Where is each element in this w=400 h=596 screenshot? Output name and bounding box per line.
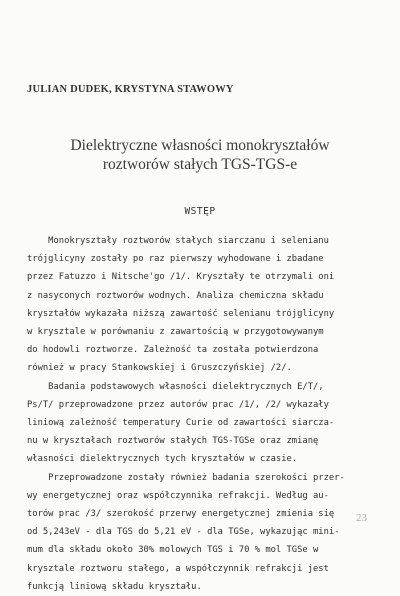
page-number: 23 <box>356 512 367 524</box>
text-line: od 5,243eV - dla TGS do 5,21 eV - dla TGSe, wykazując mini- <box>27 527 340 538</box>
text-line: krysztale roztworu stałego, a współczynnik refrakcji jest <box>27 563 329 574</box>
text-line: Ps/T/ przeprowadzone przez autorów prac /1/, /2/ wykazały <box>27 399 329 410</box>
text-line: torów prac /3/ szerokość przerwy energetycznej zmienia się <box>27 509 335 520</box>
text-line: przez Fatuzzo i Nitsche'go /1/. Kryształy te otrzymali oni <box>27 272 335 283</box>
text-line: Monokryształy roztworów stałych siarczanu i selenianu <box>27 236 329 246</box>
title-line-2: roztworów stałych TGS-TGS-e <box>102 156 298 173</box>
text-line: funkcją liniową składu kryształu. <box>27 581 202 592</box>
authors-line: JULIAN DUDEK, KRYSTYNA STAWOWY <box>27 84 234 95</box>
text-line: trójglicyny zostały po raz pierwszy wyhodowane i zbadane <box>27 254 324 265</box>
text-line: z nasyconych roztworów wodnych. Analiza chemiczna składu <box>27 290 324 301</box>
text-line: kryształów wykazała niższą zawartość selenianu trójglicyny <box>27 308 335 319</box>
text-line: liniową zależność temperatury Curie od zawartości siarcza- <box>27 418 335 429</box>
text-line: do hodowli roztworze. Zależność ta została potwierdzona <box>27 345 319 356</box>
text-line: Badania podstawowych własności dielektrycznych E/T/, <box>27 381 324 392</box>
section-heading: WSTĘP <box>184 206 216 217</box>
text-line: również w pracy Stankowskiej i Gruszczyńskiej /2/. <box>27 363 292 374</box>
text-line: nu w kryształach roztworów stałych TGS-TGSe oraz zmianę <box>27 436 319 447</box>
title-line-1: Dielektryczne własności monokryształów <box>70 137 330 154</box>
text-line: wy energetycznej oraz współczynnika refrakcji. Według au- <box>27 490 329 501</box>
text-line: w krysztale w porównaniu z zawartością w przygotowywanym <box>27 327 324 338</box>
body-text <box>27 232 377 596</box>
text-line: mum dla składu około 30% molowych TGS i 70 % mol TGSe w <box>27 545 319 556</box>
text-line: Przeprowadzone zostały również badania szerokości przer- <box>27 472 345 483</box>
text-line: własności dielektrycznych tych kryształów w czasie. <box>27 454 298 465</box>
article-title <box>0 136 400 174</box>
